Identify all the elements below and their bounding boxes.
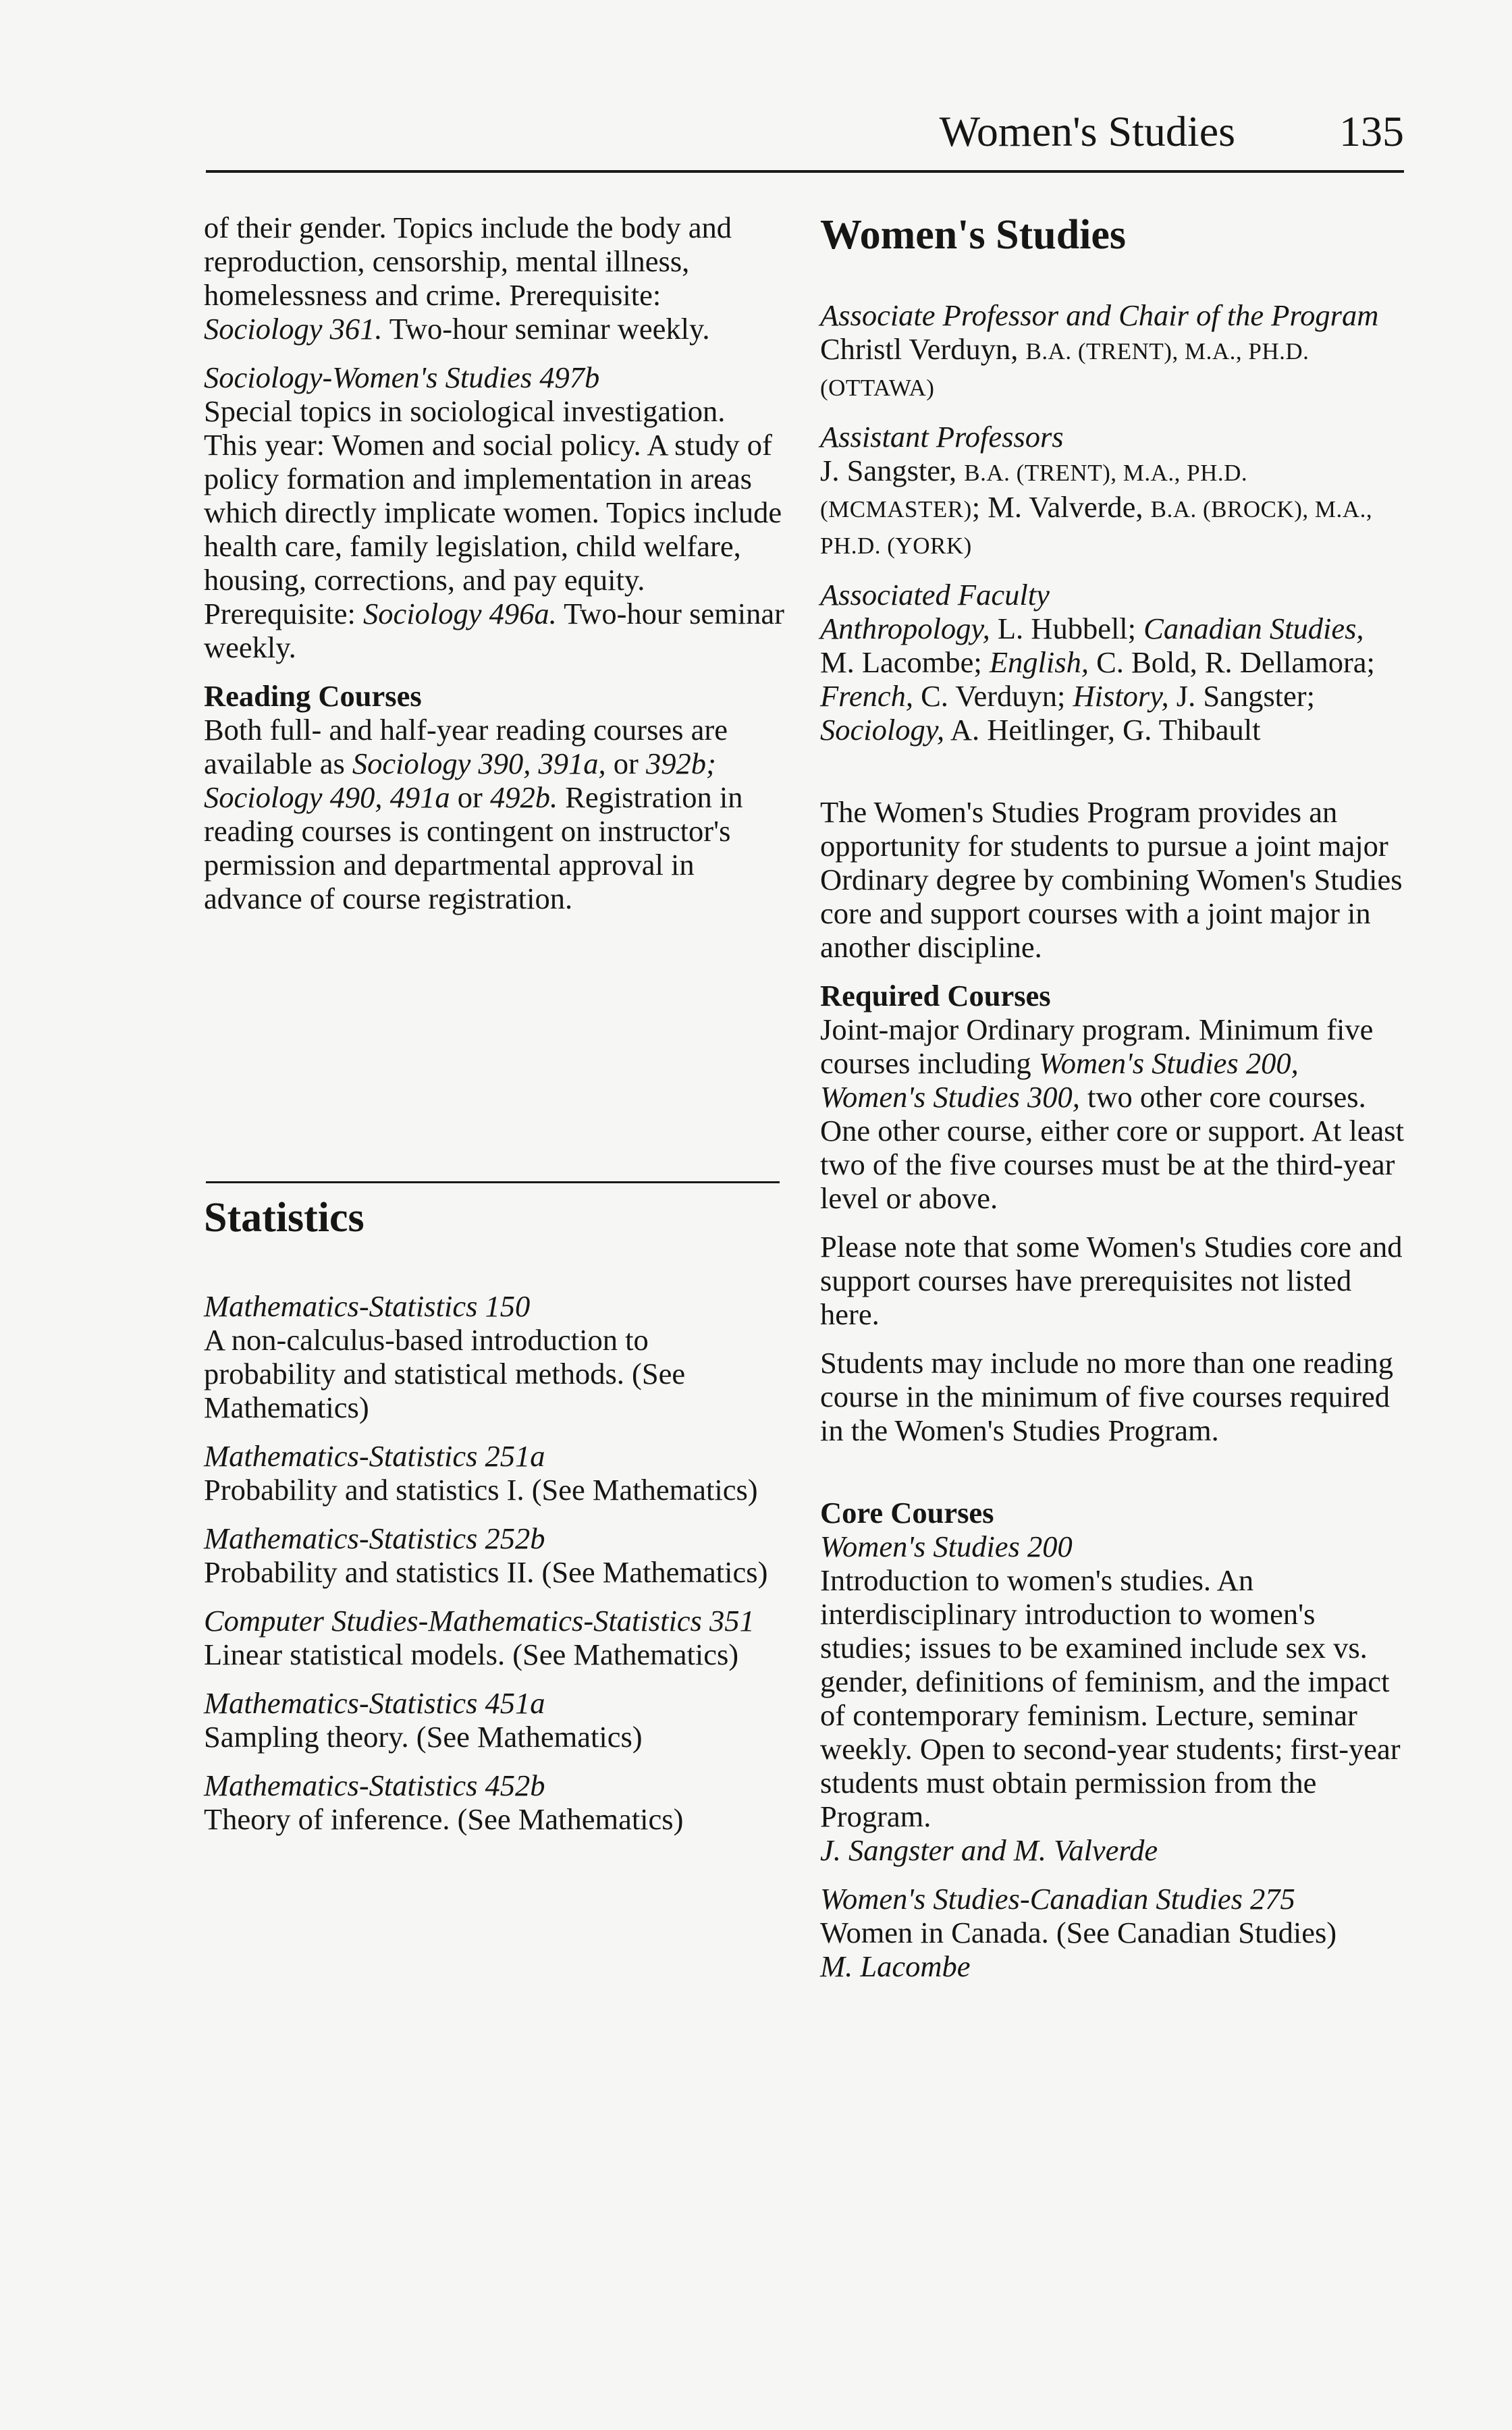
program-intro: The Women's Studies Program provides an opportunity for students to pursue a joint major Ordinary degree by combining Women's Studies core and support courses with a joint major in another discipline. xyxy=(820,795,1403,964)
required-courses xyxy=(820,979,1404,1215)
faculty-chair xyxy=(820,298,1404,405)
header-rule xyxy=(206,170,1404,173)
course-entry xyxy=(204,1521,784,1589)
faculty-list: Anthropology, L. Hubbell; Canadian Studies, M. Lacombe; English, C. Bold, R. Dellamora; French, C. Verduyn; History, J. Sangster; Sociology, A. Heitlinger, G. Thibault xyxy=(820,612,1375,747)
statistics-heading: Statistics xyxy=(204,1195,364,1241)
course-entry xyxy=(204,1686,784,1754)
womens-studies-heading: Women's Studies xyxy=(820,212,1127,258)
course-title: Women's Studies 200 xyxy=(820,1530,1073,1563)
course-description: Probability and statistics II. (See Mathematics) xyxy=(204,1555,768,1589)
course-title: Sociology-Women's Studies 497b xyxy=(204,360,600,394)
running-head-title: Women's Studies xyxy=(939,107,1235,155)
faculty-assistant xyxy=(820,420,1404,563)
faculty-list: J. Sangster, B.A. (TRENT), M.A., PH.D. (MCMASTER); M. Valverde, B.A. (BROCK), M.A., PH.D. (YORK) xyxy=(820,454,1373,559)
required-courses-text: Joint-major Ordinary program. Minimum five courses including Women's Studies 200, Women's Studies 300, two other core courses. One other course, either core or support. At least two of the five courses must be at the third-year level or above. xyxy=(820,1013,1404,1215)
left-column xyxy=(204,211,784,930)
course-instructors: J. Sangster and M. Valverde xyxy=(820,1833,1158,1867)
course-description: Sampling theory. (See Mathematics) xyxy=(204,1720,643,1754)
faculty-rank: Associate Professor and Chair of the Program xyxy=(820,298,1379,332)
statistics-rule xyxy=(206,1181,780,1183)
course-description: A non-calculus-based introduction to probability and statistical methods. (See Mathematics) xyxy=(204,1323,686,1424)
course-description: Linear statistical models. (See Mathematics) xyxy=(204,1638,739,1671)
course-description: Special topics in sociological investigation. This year: Women and social policy. A study of policy formation and implementation in areas which directly implicate women. Topics include health care, family legislation, child welfare, housing, corrections, and pay equity. Prerequisite: Sociology 496a. Two-hour seminar weekly. xyxy=(204,394,784,664)
course-description: Probability and statistics I. (See Mathematics) xyxy=(204,1473,758,1507)
course-title: Women's Studies-Canadian Studies 275 xyxy=(820,1882,1295,1916)
core-courses-heading: Core Courses xyxy=(820,1496,994,1530)
course-entry xyxy=(204,1439,784,1507)
faculty-list: Christl Verduyn, B.A. (TRENT), M.A., PH.D. (OTTAWA) xyxy=(820,332,1310,401)
course-497b xyxy=(204,360,784,664)
page-number: 135 xyxy=(1339,107,1404,155)
course-title: Mathematics-Statistics 252b xyxy=(204,1521,545,1555)
faculty-associated xyxy=(820,578,1404,747)
reading-courses xyxy=(204,679,784,915)
course-description: Theory of inference. (See Mathematics) xyxy=(204,1802,684,1836)
reading-courses-heading: Reading Courses xyxy=(204,679,422,713)
continuation-paragraph: of their gender. Topics include the body and reproduction, censorship, mental illness, homelessness and crime. Prerequisite: Sociology 361. Two-hour seminar weekly. xyxy=(204,211,732,346)
course-title: Mathematics-Statistics 150 xyxy=(204,1289,531,1323)
course-description: Introduction to women's studies. An interdisciplinary introduction to women's studies; issues to be examined include sex vs. gender, definitions of feminism, and the impact of contemporary feminism. Lecture, seminar weekly. Open to second-year students; first-year students must obtain permission from the Program. xyxy=(820,1563,1401,1833)
right-column xyxy=(820,211,1404,1998)
course-title: Computer Studies-Mathematics-Statistics 351 xyxy=(204,1604,755,1638)
course-entry xyxy=(820,1882,1404,1983)
faculty-rank: Assistant Professors xyxy=(820,420,1064,454)
course-entry xyxy=(204,1769,784,1836)
reading-course-note: Students may include no more than one reading course in the minimum of five courses required in the Women's Studies Program. xyxy=(820,1346,1393,1447)
course-instructors: M. Lacombe xyxy=(820,1949,971,1983)
core-courses xyxy=(820,1496,1404,1867)
course-title: Mathematics-Statistics 251a xyxy=(204,1439,545,1473)
reading-courses-text: Both full- and half-year reading courses are available as Sociology 390, 391a, or 392b; Sociology 490, 491a or 492b. Registration in reading courses is contingent on instructor's permission and departmental approval in advance of course registration. xyxy=(204,713,743,915)
course-entry xyxy=(204,1604,784,1671)
course-entry xyxy=(204,1289,784,1424)
required-courses-heading: Required Courses xyxy=(820,979,1051,1013)
course-title: Mathematics-Statistics 451a xyxy=(204,1686,545,1720)
faculty-rank: Associated Faculty xyxy=(820,578,1050,612)
course-title: Mathematics-Statistics 452b xyxy=(204,1769,545,1802)
prerequisite-note: Please note that some Women's Studies core and support courses have prerequisites not listed here. xyxy=(820,1230,1403,1331)
course-description: Women in Canada. (See Canadian Studies) xyxy=(820,1916,1337,1949)
statistics-section xyxy=(204,1193,784,1851)
running-head xyxy=(206,101,1404,176)
